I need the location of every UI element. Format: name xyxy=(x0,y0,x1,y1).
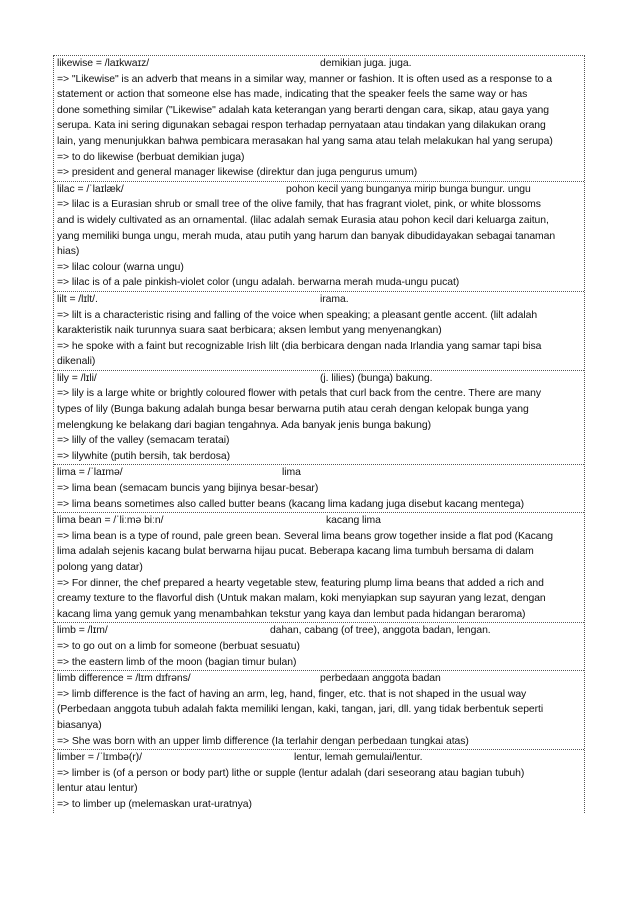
entry-headword-line xyxy=(54,671,584,687)
entry-line: lain, yang menunjukkan bahwa pembicara merasakan hal yang sama atau telah melakukan hal yang serupa) xyxy=(57,135,553,147)
entry-headword-line xyxy=(54,465,584,481)
entry-translation: demikian juga. juga. xyxy=(320,58,412,69)
entry-headword: limb = /lɪm/ xyxy=(57,625,108,637)
entry-line: melengkung ke belakang dari bagian tengahnya. Ada banyak jenis bunga bakung) xyxy=(57,419,432,431)
entry-line: => She was born with an upper limb difference (Ia terlahir dengan perbedaan tungkai atas) xyxy=(57,735,469,747)
entry-line: => lily is a large white or brightly coloured flower with petals that curl back from the centre. There are many xyxy=(57,388,541,400)
entry-headword: limb difference = /lɪm dɪfrəns/ xyxy=(57,673,191,685)
entry-line: dikenali) xyxy=(57,356,96,368)
entry-line: lentur atau lentur) xyxy=(57,783,138,795)
entry-line: done something similar ("Likewise" adalah kata keterangan yang berarti dengan cara, sikap, atau gaya yang xyxy=(57,104,549,116)
entry-line: creamy texture to the flavorful dish (Untuk makan malam, koki menyiapkan sup sayuran yang lezat, dengan xyxy=(57,593,546,605)
entry-line: lima adalah sejenis kacang bulat berwarna hijau pucat. Beberapa kacang lima tumbuh bersama di dalam xyxy=(57,546,534,558)
entry-line: => president and general manager likewise (direktur dan juga pengurus umum) xyxy=(57,167,418,179)
entry-line: => lilly of the valley (semacam teratai) xyxy=(57,435,230,447)
entry-headword-line xyxy=(54,371,584,387)
dictionary-entry xyxy=(54,465,584,513)
entry-translation: pohon kecil yang bunganya mirip bunga bungur. ungu xyxy=(286,183,531,195)
entry-line: => lilywhite (putih bersih, tak berdosa) xyxy=(57,450,230,462)
entry-line: hias) xyxy=(57,246,80,258)
entry-headword-line xyxy=(54,750,584,766)
entry-translation: lima xyxy=(282,467,301,479)
entry-line: => lilac is a Eurasian shrub or small tree of the olive family, that has fragrant violet, pink, or white blossoms xyxy=(57,199,541,211)
entry-line: => he spoke with a faint but recognizable Irish lilt (dia berbicara dengan nada Irlandia yang samar tapi bisa xyxy=(57,340,542,352)
entry-line: => the eastern limb of the moon (bagian timur bulan) xyxy=(57,656,297,668)
entry-line: => limb difference is the fact of having an arm, leg, hand, finger, etc. that is not shaped in the usual way xyxy=(57,688,527,700)
entry-line: => to do likewise (berbuat demikian juga) xyxy=(57,151,245,163)
dictionary-entry xyxy=(54,292,584,371)
dictionary-entry xyxy=(54,623,584,671)
entry-headword: lilt = /lɪlt/. xyxy=(57,293,98,305)
entry-headword-line xyxy=(54,292,584,308)
entry-translation: kacang lima xyxy=(326,515,381,527)
entry-line: => lilt is a characteristic rising and falling of the voice when speaking; a pleasant gentle accent. (lilt adalah xyxy=(57,309,538,321)
entry-line: => lilac colour (warna ungu) xyxy=(57,261,184,273)
entry-translation: lentur, lemah gemulai/lentur. xyxy=(294,752,423,764)
entry-headword-line xyxy=(54,513,584,529)
entry-line: => lima beans sometimes also called butter beans (kacang lima kadang juga disebut kacang mentega) xyxy=(57,498,525,510)
dictionary-entry xyxy=(54,182,584,292)
dictionary-entry xyxy=(54,513,584,623)
entry-line: => lilac is of a pale pinkish-violet color (ungu adalah. berwarna merah muda-ungu pucat) xyxy=(57,277,460,289)
entry-headword-line xyxy=(54,56,584,72)
entry-line: => to go out on a limb for someone (berbuat sesuatu) xyxy=(57,640,300,652)
entry-translation: (j. lilies) (bunga) bakung. xyxy=(320,372,433,384)
entry-line: karakteristik naik turunnya suara saat berbicara; aksen lembut yang menyenangkan) xyxy=(57,325,442,337)
dictionary-entry xyxy=(54,750,584,812)
entry-line: => limber is (of a person or body part) lithe or supple (lentur adalah (dari seseorang atau bagian tubuh) xyxy=(57,767,525,779)
entry-line: yang memiliki bunga ungu, merah muda, atau putih yang harum dan banyak dibudidayakan sebagai tanaman xyxy=(57,230,556,242)
entry-line: (Perbedaan anggota tubuh adalah fakta memiliki lengan, kaki, tangan, jari, dll. yang tidak berbentuk seperti xyxy=(57,704,544,716)
dictionary-entry xyxy=(54,56,584,182)
dictionary-table xyxy=(53,55,585,813)
entry-headword: likewise = /laɪkwaɪz/ xyxy=(57,58,150,69)
dictionary-entry xyxy=(54,671,584,750)
entry-line: => lima bean (semacam buncis yang bijinya besar-besar) xyxy=(57,483,319,495)
entry-headword: lily = /lɪli/ xyxy=(57,372,97,384)
entry-line: => For dinner, the chef prepared a hearty vegetable stew, featuring plump lima beans that added a rich and xyxy=(57,577,544,589)
entry-line: => "Likewise" is an adverb that means in a similar way, manner or fashion. It is often used as a response to a xyxy=(57,73,552,85)
entry-line: serupa. Kata ini sering digunakan sebagai respon terhadap pernyataan atau tindakan yang dilakukan orang xyxy=(57,120,546,132)
entry-line: types of lily (Bunga bakung adalah bunga besar berwarna putih atau cerah dengan kelopak bunga yang xyxy=(57,404,529,416)
entry-headword: lima = /ˈlaɪmə/ xyxy=(57,467,123,479)
entry-translation: irama. xyxy=(320,293,349,305)
entry-headword: limber = /ˈlɪmbə(r)/ xyxy=(57,752,142,764)
entry-translation: dahan, cabang (of tree), anggota badan, lengan. xyxy=(270,625,491,637)
entry-translation: perbedaan anggota badan xyxy=(320,673,441,685)
entry-headword-line xyxy=(54,623,584,639)
entry-headword: lilac = /ˈlaɪlæk/ xyxy=(57,183,124,195)
entry-line: and is widely cultivated as an ornamental. (lilac adalah semak Eurasia atau pohon kecil dari keluarga zaitun, xyxy=(57,214,549,226)
entry-headword: lima bean = /ˈliːmə biːn/ xyxy=(57,515,164,527)
dictionary-entry xyxy=(54,371,584,466)
entry-line: kacang lima yang gemuk yang menambahkan tekstur yang kaya dan lembut pada hidangan beraroma) xyxy=(57,608,526,620)
entry-line: => lima bean is a type of round, pale green bean. Several lima beans grow together inside a flat pod (Kacang xyxy=(57,530,553,542)
entry-line: => to limber up (melemaskan urat-uratnya) xyxy=(57,798,252,810)
entry-line: statement or action that someone else has made, indicating that the speaker feels the same way or has xyxy=(57,89,528,101)
entry-headword-line xyxy=(54,182,584,198)
entry-line: polong yang datar) xyxy=(57,562,143,573)
entry-line: biasanya) xyxy=(57,719,102,731)
